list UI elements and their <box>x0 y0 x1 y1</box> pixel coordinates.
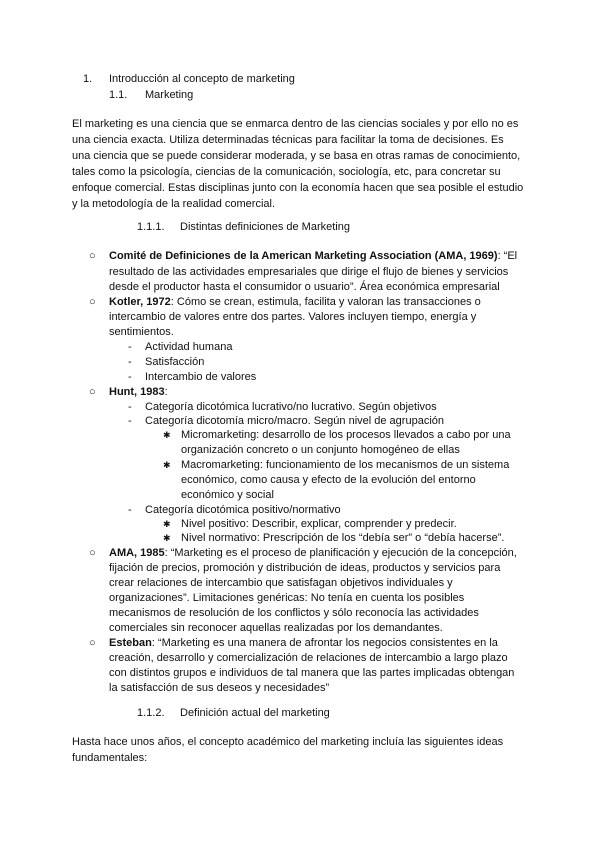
definition-line: con distintos grupos e individuos de tal manera que las partes implicadas obtengan <box>109 667 515 679</box>
definition-first-line <box>109 385 168 399</box>
sub-list-item-line: económico, como causa y efecto de la evolución del entorno <box>181 474 476 486</box>
list-item: Categoría dicotómica positivo/normativo <box>145 504 341 516</box>
definition-line: organizaciones”. Limitaciones genéricas: No tenía en cuenta los posibles <box>109 592 465 604</box>
paragraph-line: fundamentales: <box>72 752 148 764</box>
star-bullet-icon: ✱ <box>163 460 171 470</box>
paragraph-line: una ciencia exacta. Utiliza determinadas técnicas para facilitar la toma de decisiones. Es <box>72 134 504 146</box>
list-item: Actividad humana <box>145 341 233 353</box>
definition-text: : “Marketing es el proceso de planificación y ejecución de la concepción, <box>164 547 517 559</box>
sub-list-item-line: económico y social <box>181 489 274 501</box>
definition-first-line <box>109 249 517 263</box>
definition-line: creación, desarrollo y comercialización de relaciones de intercambio a largo plazo <box>109 652 508 664</box>
sub-list-item: Nivel positivo: Describir, explicar, comprender y predecir. <box>181 518 457 530</box>
definition-author: Comité de Definiciones de la American Marketing Association (AMA, 1969) <box>109 250 498 262</box>
definition-first-line <box>109 636 498 650</box>
definition-line: sentimientos. <box>109 326 174 338</box>
circle-bullet-icon: ○ <box>89 250 96 262</box>
list-item: Intercambio de valores <box>145 371 257 383</box>
star-bullet-icon: ✱ <box>163 533 171 543</box>
definition-line: mecanismos de resolución de los conflictos y sólo reconocía las actividades <box>109 607 479 619</box>
sub-list-item: Macromarketing: funcionamiento de los mecanismos de un sistema <box>181 459 510 471</box>
paragraph-line: y la metodología de la realidad comercial. <box>72 198 276 210</box>
section-title: Definición actual del marketing <box>180 707 330 719</box>
paragraph-line: una ciencia que se puede considerar moderada, y se basa en otras ramas de conocimiento, <box>72 150 521 162</box>
paragraph-line: Hasta hace unos años, el concepto académico del marketing incluía las siguientes ideas <box>72 736 504 748</box>
definition-text: : “El <box>497 250 518 262</box>
dash-bullet-icon: - <box>128 504 132 516</box>
definition-text: : “Marketing es una manera de afrontar los negocios consistentes en la <box>151 637 498 649</box>
heading-title: Introducción al concepto de marketing <box>109 73 295 85</box>
definition-line: comerciales sin reconocer aquellas realizadas por los demandantes. <box>109 622 443 634</box>
sub-list-item-line: organización concreto o un conjunto homogéneo de ellas <box>181 444 460 456</box>
definition-line: intercambio de valores entre dos partes. Valores incluyen tiempo, energía y <box>109 311 477 323</box>
list-item: Categoría dicotómica lucrativo/no lucrativo. Según objetivos <box>145 401 437 413</box>
dash-bullet-icon: - <box>128 415 132 427</box>
paragraph-line: El marketing es una ciencia que se enmarca dentro de las ciencias sociales y por ello no es <box>72 118 519 130</box>
definition-author: Esteban <box>109 637 152 649</box>
sub-list-item: Micromarketing: desarrollo de los procesos llevados a cabo por una <box>181 429 511 441</box>
dash-bullet-icon: - <box>128 341 132 353</box>
circle-bullet-icon: ○ <box>89 386 96 398</box>
star-bullet-icon: ✱ <box>163 430 171 440</box>
definition-author: AMA, 1985 <box>109 547 165 559</box>
definition-author: Kotler, 1972 <box>109 296 171 308</box>
subheading-number: 1.1. <box>109 89 128 101</box>
definition-line: la satisfacción de sus deseos y necesidades” <box>109 682 330 694</box>
definition-first-line <box>109 295 481 309</box>
dash-bullet-icon: - <box>128 356 132 368</box>
paragraph-line: tales como la psicología, ciencias de la comunicación, sociología, etc, para concretar su <box>72 166 501 178</box>
section-number: 1.1.1. <box>137 221 165 233</box>
definition-author: Hunt, 1983 <box>109 386 165 398</box>
star-bullet-icon: ✱ <box>163 519 171 529</box>
list-item: Satisfacción <box>145 356 205 368</box>
definition-text: : Cómo se crean, estimula, facilita y valoran las transacciones o <box>170 296 481 308</box>
definition-text: : <box>164 386 168 398</box>
definition-first-line <box>109 546 517 560</box>
paragraph-line: enfoque comercial. Estas disciplinas junto con la economía hacen que sea posible el estudio <box>72 182 524 194</box>
list-item: Categoría dicotomía micro/macro. Según nivel de agrupación <box>145 415 444 427</box>
definition-line: crear relaciones de intercambio que satisfagan objetivos individuales y <box>109 577 453 589</box>
definition-line: desde el productor hasta el consumidor o usuario”. Área económica empresarial <box>109 281 500 293</box>
dash-bullet-icon: - <box>128 371 132 383</box>
section-number: 1.1.2. <box>137 707 165 719</box>
circle-bullet-icon: ○ <box>89 637 96 649</box>
subheading-title: Marketing <box>145 89 194 101</box>
definition-line: resultado de las actividades empresariales que dirige el flujo de bienes y servicios <box>109 266 509 278</box>
sub-list-item: Nivel normativo: Prescripción de los “debía ser” o “debía hacerse”. <box>181 532 505 544</box>
heading-number: 1. <box>83 73 93 85</box>
section-title: Distintas definiciones de Marketing <box>180 221 350 233</box>
dash-bullet-icon: - <box>128 401 132 413</box>
circle-bullet-icon: ○ <box>89 547 96 559</box>
definition-line: fijación de precios, promoción y distribución de ideas, productos y servicios para <box>109 562 501 574</box>
circle-bullet-icon: ○ <box>89 296 96 308</box>
